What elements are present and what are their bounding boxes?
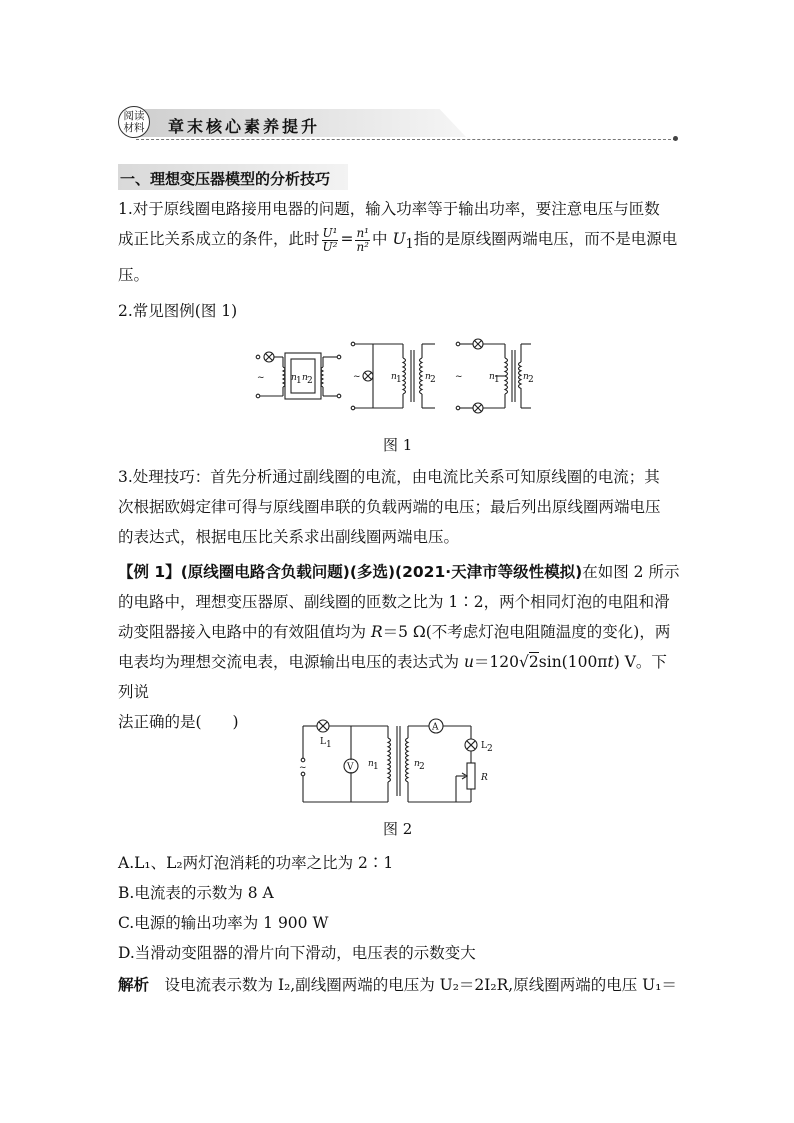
time-symbol: t (607, 653, 614, 671)
example-text: ＝5 Ω(不考虑灯泡电阻随温度的变化)，两 (382, 623, 671, 641)
svg-text:L: L (320, 737, 326, 747)
example-1-line-3 (118, 617, 680, 647)
badge-line-2: 材料 (123, 122, 145, 134)
example-text: ) V。下列说 (118, 653, 667, 701)
example-text: 在如图 2 所示 (582, 563, 680, 581)
figure-1-circuit-2 (351, 342, 436, 410)
figure-2-diagram (296, 716, 506, 808)
svg-text:~: ~ (257, 373, 265, 383)
svg-text:2: 2 (487, 744, 493, 754)
svg-text:n: n (523, 372, 529, 382)
svg-text:n: n (291, 373, 297, 383)
frac-num: n¹ (356, 225, 369, 240)
item-3-line-1: 3.处理技巧：首先分析通过副线圈的电流，由电流比关系可知原线圈的电流；其 (118, 468, 660, 486)
section-heading (118, 164, 348, 190)
svg-text:V: V (347, 762, 354, 773)
frac-num: U¹ (322, 225, 338, 240)
figure-1-circuit-3 (455, 339, 534, 413)
example-text: 电表均为理想交流电表，电源输出电压的表达式为 (118, 653, 464, 671)
svg-text:1: 1 (494, 375, 500, 385)
svg-text:2: 2 (307, 376, 313, 386)
example-1-line-2: 的电路中，理想变压器原、副线圈的匝数之比为 1∶2，两个相同灯泡的电阻和滑 (118, 593, 670, 611)
svg-text:~: ~ (299, 763, 307, 773)
figure-1-diagram (255, 336, 535, 416)
reading-material-badge (118, 106, 150, 138)
item-1-text: 指的是原线圈两端电压，而不是电源电 (413, 230, 678, 248)
svg-text:~: ~ (353, 372, 361, 382)
svg-text:1: 1 (373, 762, 379, 772)
example-1-line-1 (118, 557, 680, 587)
svg-text:~: ~ (455, 372, 463, 382)
chapter-title: 章末核心素养提升 (168, 117, 321, 136)
svg-text:n: n (368, 759, 374, 769)
svg-text:2: 2 (430, 375, 436, 385)
example-source: (2021·天津市等级性模拟) (395, 563, 583, 581)
item-1-paragraph (118, 194, 680, 290)
item-3-line-3: 的表达式，根据电压比关系求出副线圈两端电压。 (118, 528, 460, 546)
svg-text:1: 1 (326, 740, 332, 750)
svg-text:n: n (489, 372, 495, 382)
svg-text:n: n (302, 373, 308, 383)
item-1-line-3: 压。 (118, 266, 150, 285)
rheostat-icon (467, 763, 475, 789)
figure-1-circuit-1 (256, 352, 341, 399)
example-topic: (原线圈电路含负载问题) (180, 563, 350, 581)
option-b: B.电流表的示数为 8 A (118, 884, 274, 902)
figure-1-caption: 图 1 (383, 436, 413, 454)
item-3-line-2: 次根据欧姆定律可得与原线圈串联的负载两端的电压；最后列出原线圈两端电压 (118, 498, 661, 516)
turns-ratio-fraction (355, 227, 370, 254)
example-1-paragraph (118, 557, 680, 737)
options-list (118, 848, 680, 968)
item-3-paragraph (118, 462, 680, 552)
example-multi-select: (多选) (349, 563, 396, 581)
sqrt-sign: √ (519, 653, 529, 671)
item-1-line-2 (118, 224, 680, 260)
option-a: A.L₁、L₂两灯泡消耗的功率之比为 2∶1 (118, 854, 394, 872)
svg-text:L: L (481, 741, 487, 751)
example-1-line-4 (118, 647, 680, 707)
option-d: D.当滑动变阻器的滑片向下滑动，电压表的示数变大 (118, 944, 476, 962)
option-c: C.电源的输出功率为 1 900 W (118, 914, 329, 932)
svg-text:2: 2 (419, 762, 425, 772)
subscript: 1 (405, 237, 414, 253)
equals-sign: = (340, 230, 354, 248)
svg-text:n: n (391, 372, 397, 382)
item-2-text: 2.常见图例(图 1) (118, 302, 238, 320)
figure-2-caption: 图 2 (383, 820, 413, 838)
svg-text:2: 2 (528, 375, 534, 385)
example-tag: 【例 1】 (118, 563, 181, 581)
example-text: sin(100π (538, 653, 608, 671)
voltage-symbol: U (392, 230, 406, 248)
example-text: 动变阻器接入电路中的有效阻值均为 (118, 623, 371, 641)
svg-text:A: A (432, 722, 439, 733)
analysis-paragraph (118, 970, 680, 1000)
item-1-text: 中 (372, 230, 393, 248)
item-1-text: 成正比关系成立的条件，此时 (118, 230, 320, 248)
frac-den: n² (356, 239, 369, 254)
banner-rule (136, 139, 676, 140)
frac-den: U² (322, 239, 338, 254)
example-1-line-5: 法正确的是( ) (118, 713, 239, 731)
analysis-text: 设电流表示数为 I₂,副线圈两端的电压为 U₂＝2I₂R,原线圈两端的电压 U₁＝ (164, 976, 677, 994)
analysis-label: 解析 (118, 976, 150, 994)
banner-dot (673, 136, 678, 141)
badge-line-1: 阅读 (123, 110, 145, 122)
chapter-banner (116, 105, 676, 141)
svg-text:1: 1 (396, 375, 402, 385)
svg-text:n: n (425, 372, 431, 382)
item-1-line-1: 1.对于原线圈电路接用电器的问题，输入功率等于输出功率，要注意电压与匝数 (118, 200, 660, 218)
svg-text:R: R (481, 773, 488, 783)
resistance-symbol: R (370, 623, 383, 641)
voltage-ratio-fraction (322, 227, 339, 254)
voltage-symbol: u (463, 653, 474, 671)
svg-text:n: n (414, 759, 420, 769)
section-heading-text: 一、理想变压器模型的分析技巧 (120, 170, 331, 188)
example-text: ＝120 (473, 653, 520, 671)
sqrt-radicand: 2 (528, 653, 539, 671)
svg-text:1: 1 (296, 376, 302, 386)
